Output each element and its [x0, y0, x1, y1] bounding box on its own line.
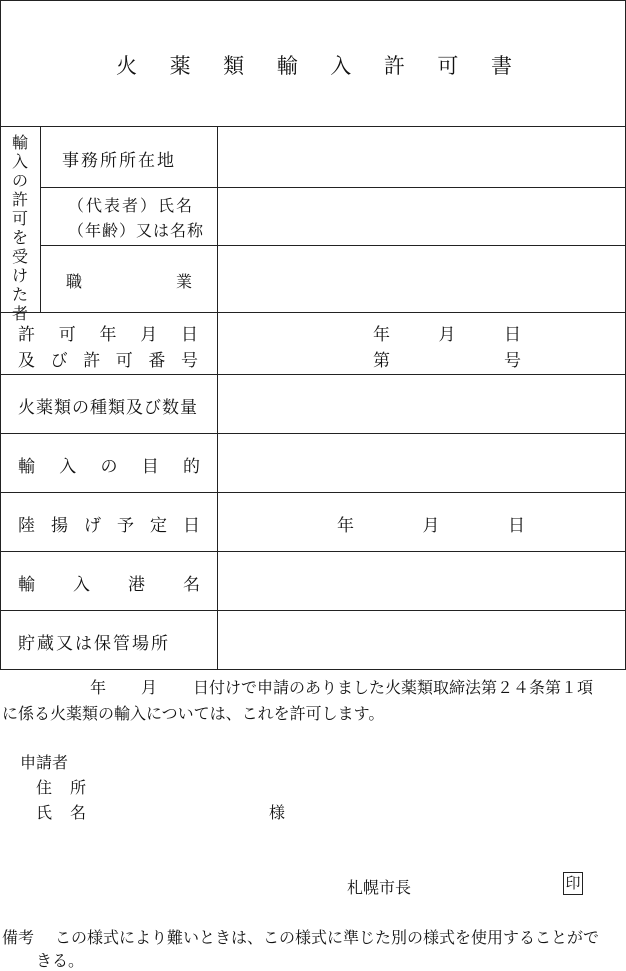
- applicant-name-label: 氏 名: [36, 803, 86, 822]
- row-divider: [40, 245, 626, 246]
- kinds-and-quantity-field[interactable]: [219, 376, 624, 432]
- row-divider: [0, 610, 626, 611]
- permit-date-value[interactable]: 年 月 日: [373, 325, 521, 345]
- table-border-bottom: [0, 669, 626, 670]
- applicant-address-label: 住 所: [36, 778, 86, 797]
- unloading-date-value[interactable]: 年 月 日: [337, 516, 525, 536]
- statement-month: 月: [141, 678, 158, 697]
- remarks-line-1: この様式により難いときは、この様式に準じた別の様式を使用することがで: [55, 928, 600, 947]
- statement-line-1: 日付けで申請のありました火薬類取締法第２４条第１項: [193, 678, 594, 697]
- permit-number-label: 及 び 許 可 番 号: [18, 351, 198, 371]
- office-address-field[interactable]: [219, 128, 624, 186]
- applicant-label: 申請者: [20, 753, 69, 772]
- page-title: 火 薬 類 輸 入 許 可 書: [116, 54, 512, 78]
- occupation-field[interactable]: [219, 247, 624, 311]
- issuer-title: 札幌市長: [347, 878, 412, 897]
- occupation-label: 職 業: [66, 272, 192, 291]
- representative-name-label: （代表者）氏名: [68, 196, 195, 215]
- import-port-field[interactable]: [219, 553, 624, 609]
- statement-line-2: に係る火薬類の輸入については、これを許可します。: [2, 704, 385, 723]
- permit-number-value[interactable]: 第 号: [373, 351, 521, 371]
- column-divider: [40, 126, 41, 312]
- statement-year: 年: [90, 678, 107, 697]
- row-divider: [0, 374, 626, 375]
- kinds-and-quantity-label: 火薬類の種類及び数量: [18, 398, 198, 418]
- import-port-label: 輸 入 港 名: [18, 575, 200, 595]
- permit-date-label: 許 可 年 月 日: [18, 325, 198, 345]
- remarks-line-2: きる。: [36, 951, 85, 970]
- import-purpose-field[interactable]: [219, 435, 624, 491]
- table-border-left: [0, 0, 1, 670]
- unloading-date-label: 陸 揚 げ 予 定 日: [18, 516, 200, 536]
- row-divider: [0, 492, 626, 493]
- row-divider: [0, 312, 626, 313]
- office-address-label: 事務所所在地: [62, 151, 176, 171]
- storage-place-label: 貯蔵又は保管場所: [18, 634, 170, 654]
- representative-name-field[interactable]: [219, 189, 624, 244]
- recipient-group-label: 輸 入 の 許 可 を 受 け た 者: [11, 133, 28, 323]
- applicant-honorific: 様: [269, 803, 286, 822]
- row-divider: [0, 126, 626, 127]
- row-divider: [0, 433, 626, 434]
- remarks-label: 備考: [2, 928, 35, 947]
- row-divider: [0, 551, 626, 552]
- table-border-top: [0, 0, 626, 1]
- storage-place-field[interactable]: [219, 612, 624, 668]
- seal-box: 印: [563, 872, 583, 895]
- age-or-name-label: （年齢）又は名称: [68, 221, 205, 240]
- column-divider: [217, 126, 218, 669]
- import-purpose-label: 輸 入 の 目 的: [18, 457, 200, 477]
- row-divider: [40, 187, 626, 188]
